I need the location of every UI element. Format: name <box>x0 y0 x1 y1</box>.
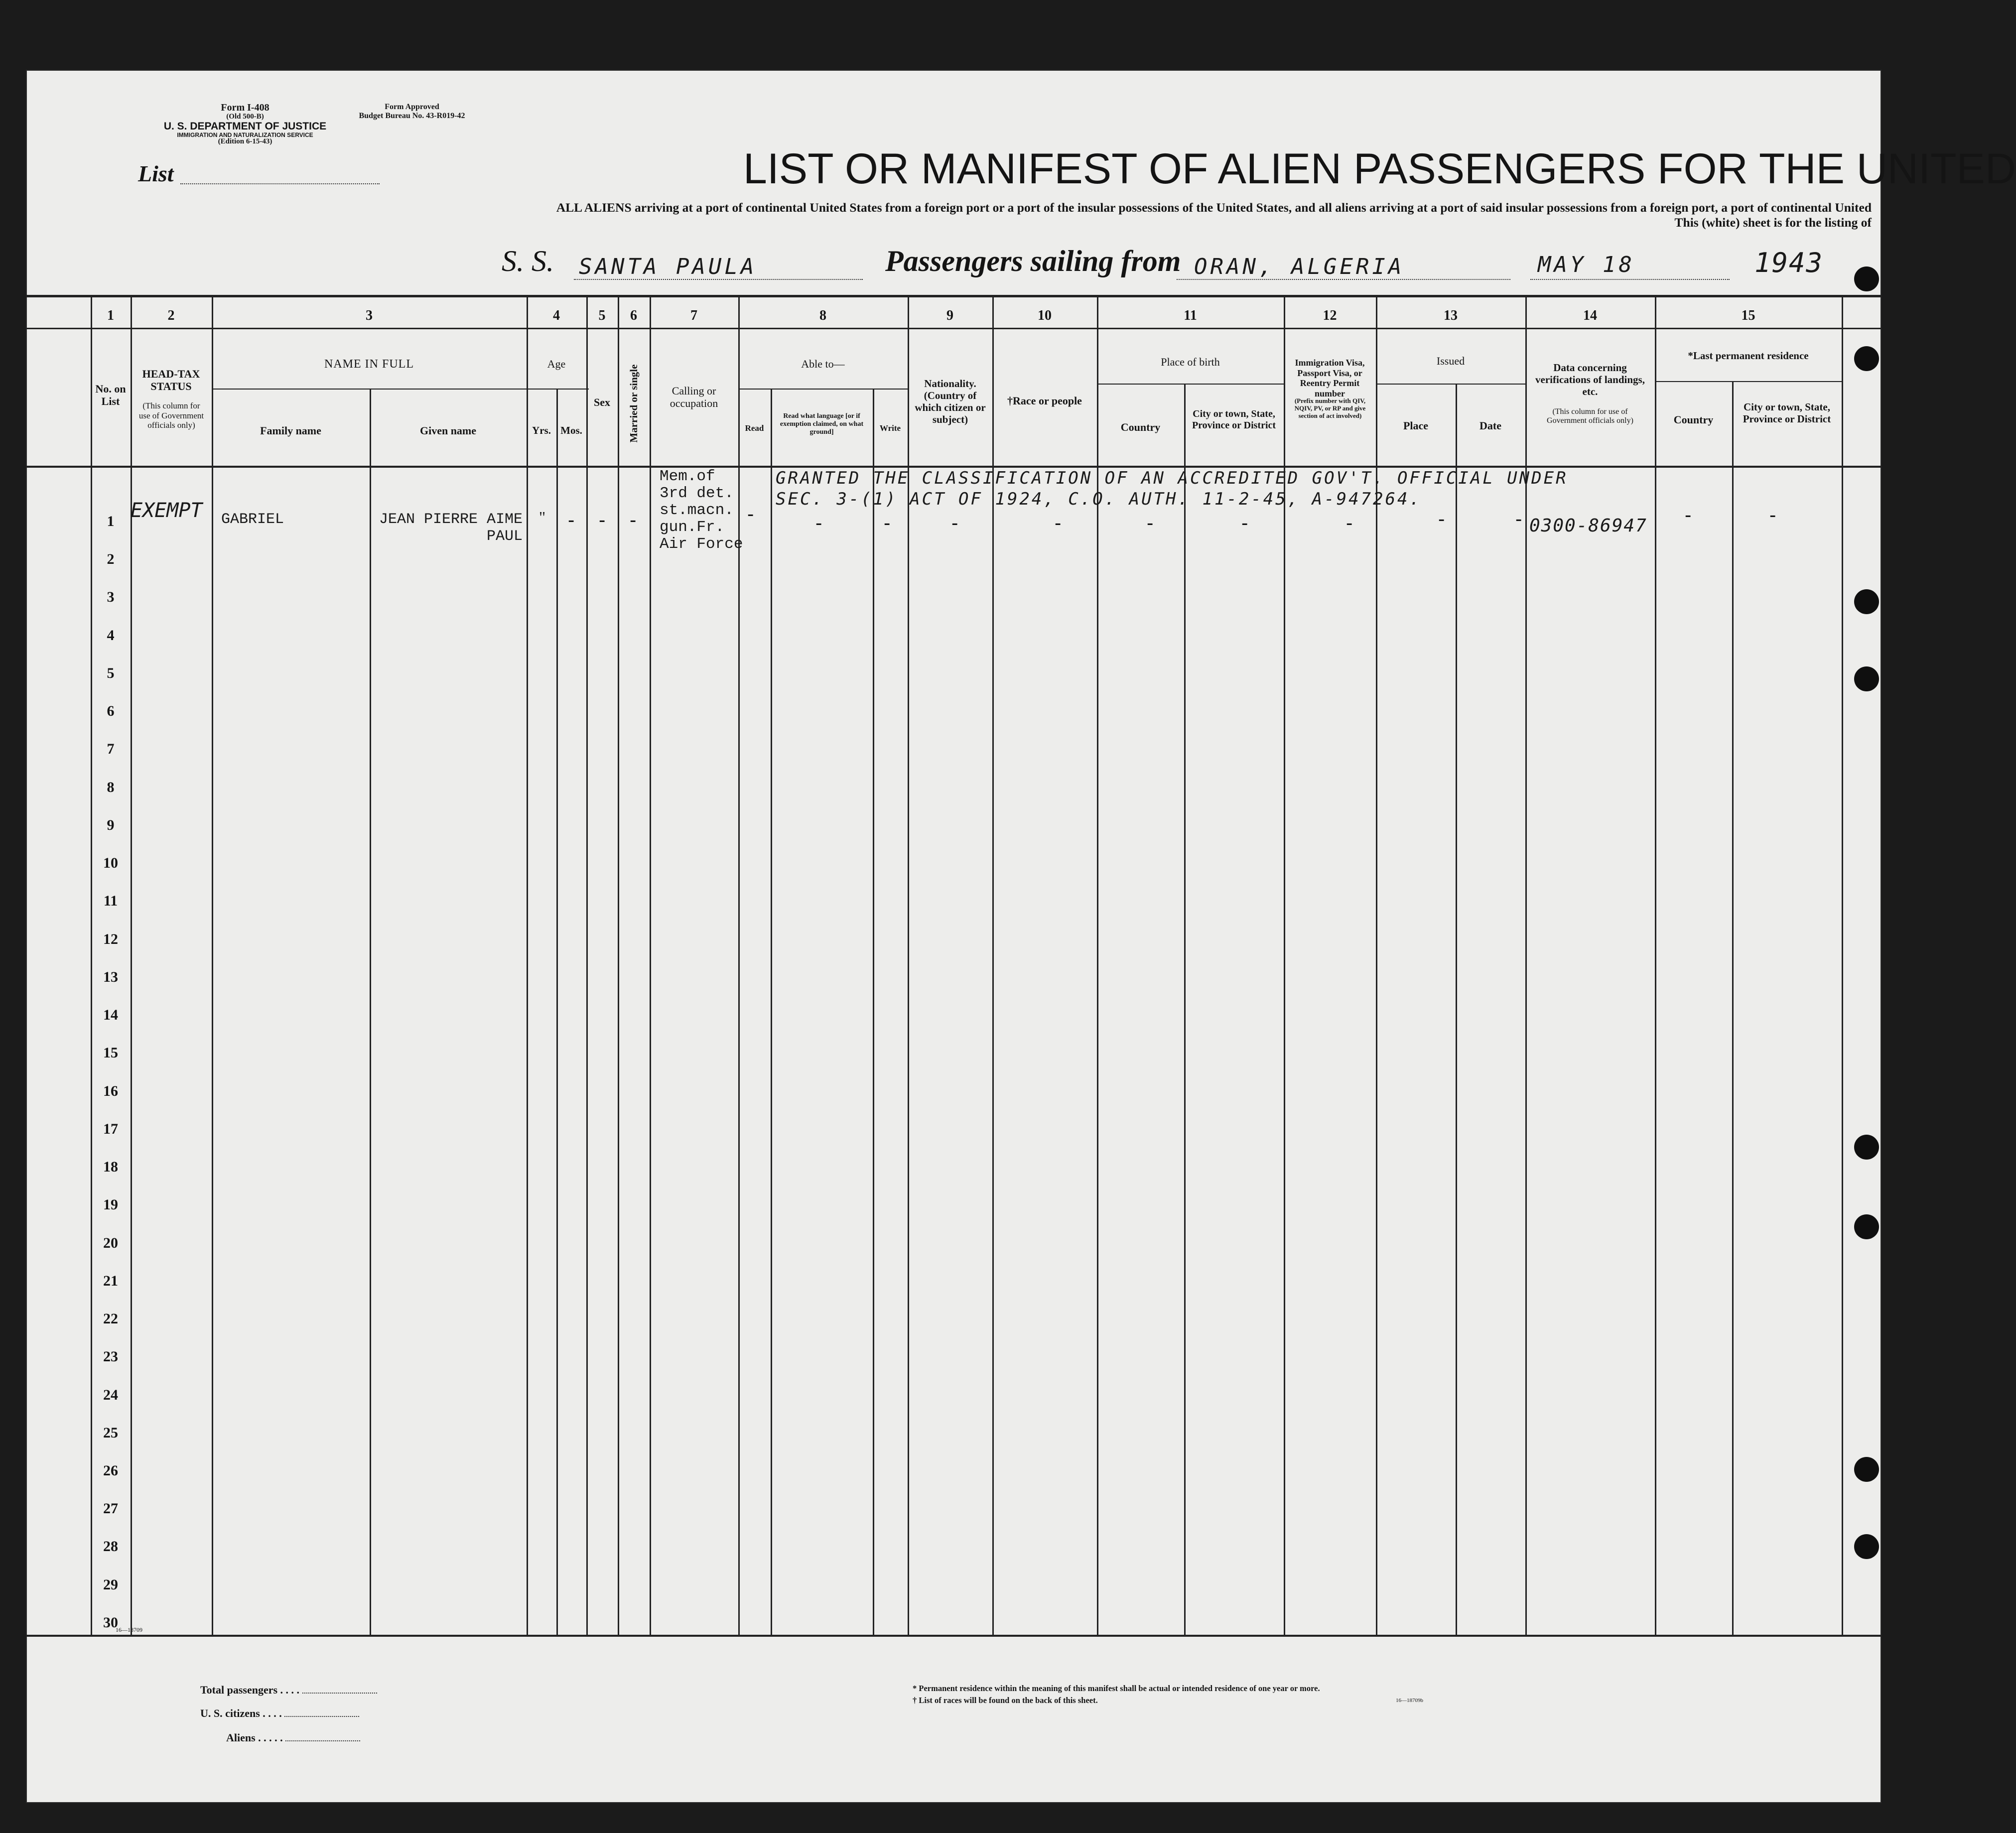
col-number: 3 <box>366 308 373 323</box>
row-number: 5 <box>107 665 115 681</box>
row-number: 8 <box>107 779 115 795</box>
budget-number: Budget Bureau No. 43-R019-42 <box>359 111 465 120</box>
col-rule <box>556 389 558 1635</box>
subtitle-line-2: This (white) sheet is for the listing of <box>1674 215 1872 230</box>
sailing-from: ORAN, ALGERIA <box>1194 254 1405 279</box>
header-issued: Issued <box>1436 355 1465 367</box>
row-number: 19 <box>103 1196 118 1213</box>
col-rule <box>1842 295 1843 1635</box>
department: U. S. DEPARTMENT OF JUSTICE <box>163 120 327 132</box>
row-number: 7 <box>107 741 115 757</box>
header-mos: Mos. <box>560 424 582 436</box>
header-issued-date: Date <box>1479 419 1501 432</box>
row-number: 12 <box>103 931 118 947</box>
sailing-date: MAY 18 <box>1538 252 1635 277</box>
col-number: 8 <box>819 308 826 323</box>
col-rule <box>1732 381 1734 1635</box>
landing-number-entry: 0300-86947 <box>1529 516 1647 536</box>
sailing-year: 1943 <box>1754 247 1824 278</box>
row-number: 3 <box>107 589 115 605</box>
col-rule <box>212 295 213 1635</box>
total-passengers-line <box>302 1693 377 1694</box>
given-name-entry-2: PAUL <box>486 528 523 545</box>
total-passengers-label: Total passengers . . . . <box>200 1684 300 1696</box>
header-yrs: Yrs. <box>532 424 551 436</box>
footer-code-left: 16—18709 <box>116 1626 142 1633</box>
col-number: 11 <box>1184 308 1197 323</box>
page-title: LIST OR MANIFEST OF ALIEN PASSENGERS FOR THE UNITED <box>743 145 2016 193</box>
ship-name-line <box>574 279 863 280</box>
row-number: 11 <box>103 893 118 909</box>
col-rule <box>1525 295 1527 1635</box>
col-rule <box>131 295 132 1635</box>
yrs-entry: " <box>539 508 546 526</box>
service: IMMIGRATION AND NATURALIZATION SERVICE <box>177 131 313 138</box>
edition: (Edition 6-15-43) <box>218 137 272 146</box>
col-rule <box>370 389 371 1635</box>
header-head-tax: HEAD-TAX STATUS <box>142 368 200 393</box>
residence-subheader-rule <box>1655 381 1842 382</box>
punch-hole <box>1854 1534 1879 1559</box>
issued-date-dash: - <box>1515 508 1522 530</box>
row-number: 13 <box>103 969 118 985</box>
header-landing-note: (This column for use of Government officials only) <box>1547 407 1633 425</box>
punch-hole <box>1854 1135 1879 1160</box>
punch-hole <box>1854 266 1879 291</box>
form-number-block <box>126 103 365 146</box>
row-number: 24 <box>103 1387 118 1403</box>
issued-place-dash: - <box>1438 508 1445 530</box>
row-number: 10 <box>103 855 118 871</box>
row-number: 26 <box>103 1462 118 1479</box>
row-number: 20 <box>103 1235 118 1251</box>
punch-hole <box>1854 346 1879 371</box>
budget-block <box>345 103 479 120</box>
table-bottom-rule <box>26 1635 1882 1637</box>
col-number: 5 <box>598 308 606 323</box>
punch-hole <box>1854 1457 1879 1482</box>
row-number: 14 <box>103 1007 118 1023</box>
footer-code-right: 16—18709b <box>1396 1698 1423 1703</box>
us-citizens-label: U. S. citizens . . . . <box>200 1707 282 1719</box>
sailing-from-line <box>1177 279 1510 280</box>
language-dash: - <box>815 512 822 534</box>
header-place-of-birth: Place of birth <box>1161 356 1220 368</box>
occupation-line: gun.Fr. <box>660 519 725 536</box>
header-calling: Calling or occupation <box>670 385 718 410</box>
form-number: Form I-408 <box>221 102 269 113</box>
col-rule <box>1456 384 1457 1635</box>
occupation-entry <box>660 468 743 553</box>
header-age: Age <box>547 358 566 370</box>
column-number-rule <box>26 328 1882 329</box>
header-family-name: Family name <box>260 424 321 437</box>
header-read-language: Read what language [or if exemption claimed, on what ground] <box>780 412 864 436</box>
header-issued-place: Place <box>1403 419 1429 432</box>
punch-hole <box>1854 666 1879 691</box>
manifest-sheet <box>26 70 2016 1803</box>
row-number: 6 <box>107 703 115 719</box>
sex-dash: - <box>599 509 606 531</box>
form-old-number: (Old 500-B) <box>226 113 264 121</box>
row-number: 17 <box>103 1121 118 1137</box>
col-rule <box>586 295 588 1635</box>
col-number: 1 <box>107 308 114 323</box>
ship-name: SANTA PAULA <box>579 254 757 279</box>
header-bottom-rule <box>26 466 1882 468</box>
col-rule <box>1184 384 1186 1635</box>
header-no-on-list: No. on List <box>95 383 126 408</box>
header-write: Write <box>879 423 901 433</box>
race-dash: - <box>1055 512 1062 534</box>
header-nationality: Nationality. (Country of which citizen or subject) <box>915 378 986 426</box>
row-number: 23 <box>103 1348 118 1365</box>
aliens-line <box>285 1740 360 1741</box>
annotation-line-1: GRANTED THE CLASSIFICATION OF AN ACCREDITED GOV'T. OFFICIAL UNDER <box>776 468 1568 488</box>
col-number: 9 <box>946 308 953 323</box>
marital-dash: - <box>630 509 637 531</box>
list-label: List <box>138 161 174 186</box>
annotation-line-2: SEC. 3-(1) ACT OF 1924, C.O. AUTH. 11-2-45, A-947264. <box>776 489 1422 509</box>
occupation-line: Mem.of <box>660 468 715 485</box>
form-approved: Form Approved <box>385 103 439 111</box>
residence-city-dash: - <box>1769 504 1776 526</box>
residence-country-dash: - <box>1685 504 1692 526</box>
header-birth-country: Country <box>1120 421 1161 433</box>
header-given-name: Given name <box>419 424 477 437</box>
col-number: 2 <box>167 308 175 323</box>
footer-total <box>200 1684 377 1697</box>
aliens-label: Aliens . . . . . <box>226 1731 283 1744</box>
occupation-line: st.macn. <box>660 502 734 519</box>
row-number: 18 <box>103 1159 118 1175</box>
row-number: 25 <box>103 1425 118 1441</box>
sailing-date-line <box>1530 279 1730 280</box>
header-name-in-full: NAME IN FULL <box>324 358 414 371</box>
sailing-label: Passengers sailing from <box>885 245 1181 277</box>
subtitle-line-1: ALL ALIENS arriving at a port of continental United States from a foreign port or a port of the insular possessions of the United States, and all aliens arriving at a port of said insular possessions from a foreign port, a port of continental United <box>556 200 1872 215</box>
visa-dash: - <box>1346 512 1353 534</box>
punch-hole <box>1854 589 1879 614</box>
table-top-rule <box>26 295 1882 297</box>
header-able-to: Able to— <box>801 358 845 370</box>
row-number: 21 <box>103 1273 118 1289</box>
col-number: 15 <box>1741 308 1755 323</box>
col-rule <box>1655 295 1656 1635</box>
row-number: 28 <box>103 1538 118 1555</box>
col-rule <box>771 389 772 1635</box>
occupation-line: Air Force <box>660 535 743 553</box>
able-subheader-rule <box>738 389 908 390</box>
mos-dash: - <box>568 509 575 531</box>
col-rule <box>618 295 619 1635</box>
header-residence-city: City or town, State, Province or District <box>1743 401 1831 425</box>
header-sex: Sex <box>594 396 610 408</box>
col-rule <box>650 295 651 1635</box>
col-number: 7 <box>690 308 697 323</box>
given-name-entry-1: JEAN PIERRE AIME <box>379 511 523 528</box>
header-married: Married or single <box>627 364 640 443</box>
family-name-entry: GABRIEL <box>221 511 284 528</box>
row-number: 29 <box>103 1576 118 1593</box>
row-number: 1 <box>107 513 115 529</box>
col-number: 14 <box>1583 308 1597 323</box>
header-visa: Immigration Visa, Passport Visa, or Reentry Permit number <box>1295 358 1365 399</box>
birth-city-dash: - <box>1241 512 1248 534</box>
footer-citizens <box>200 1707 359 1720</box>
birth-country-dash: - <box>1147 512 1154 534</box>
head-tax-entry: EXEMPT <box>131 499 203 522</box>
row-number: 30 <box>103 1614 118 1631</box>
header-visa-note: (Prefix number with QIV, NQIV, PV, or RP and give section of act involved) <box>1294 397 1366 419</box>
write-dash: - <box>884 512 891 534</box>
header-race: †Race or people <box>1007 394 1082 407</box>
col-number: 12 <box>1323 308 1337 323</box>
col-rule <box>873 389 874 1635</box>
row-number: 22 <box>103 1310 118 1327</box>
list-number-line <box>180 183 380 184</box>
col-number: 10 <box>1038 308 1052 323</box>
col-number: 4 <box>553 308 560 323</box>
us-citizens-line <box>284 1716 359 1717</box>
footnote-residence: * Permanent residence within the meaning of this manifest shall be actual or intended residence of one year or more. <box>913 1684 1320 1693</box>
read-dash: - <box>747 503 754 525</box>
header-read: Read <box>745 423 764 433</box>
row-number: 16 <box>103 1083 118 1099</box>
col-number: 13 <box>1444 308 1458 323</box>
row-number: 2 <box>107 551 115 567</box>
punch-hole <box>1854 1214 1879 1239</box>
header-last-residence: *Last permanent residence <box>1688 350 1809 362</box>
header-head-tax-note: (This column for use of Government officials only) <box>138 401 204 430</box>
row-number: 15 <box>103 1045 118 1061</box>
footnote-races: † List of races will be found on the back of this sheet. <box>913 1696 1098 1705</box>
row-number: 27 <box>103 1500 118 1517</box>
birth-subheader-rule <box>1097 384 1284 385</box>
header-landing: Data concerning verifications of landings, etc. <box>1535 362 1645 398</box>
occupation-line: 3rd det. <box>660 485 734 502</box>
row-number: 9 <box>107 817 115 833</box>
ss-label: S. S. <box>502 245 554 277</box>
header-residence-country: Country <box>1673 413 1714 426</box>
issued-subheader-rule <box>1376 384 1525 385</box>
header-birth-city: City or town, State, Province or District <box>1192 408 1276 431</box>
col-rule <box>527 295 528 1635</box>
col-number: 6 <box>630 308 637 323</box>
row-number: 4 <box>107 627 115 644</box>
footer-aliens <box>226 1731 360 1744</box>
nationality-dash: - <box>951 512 958 534</box>
